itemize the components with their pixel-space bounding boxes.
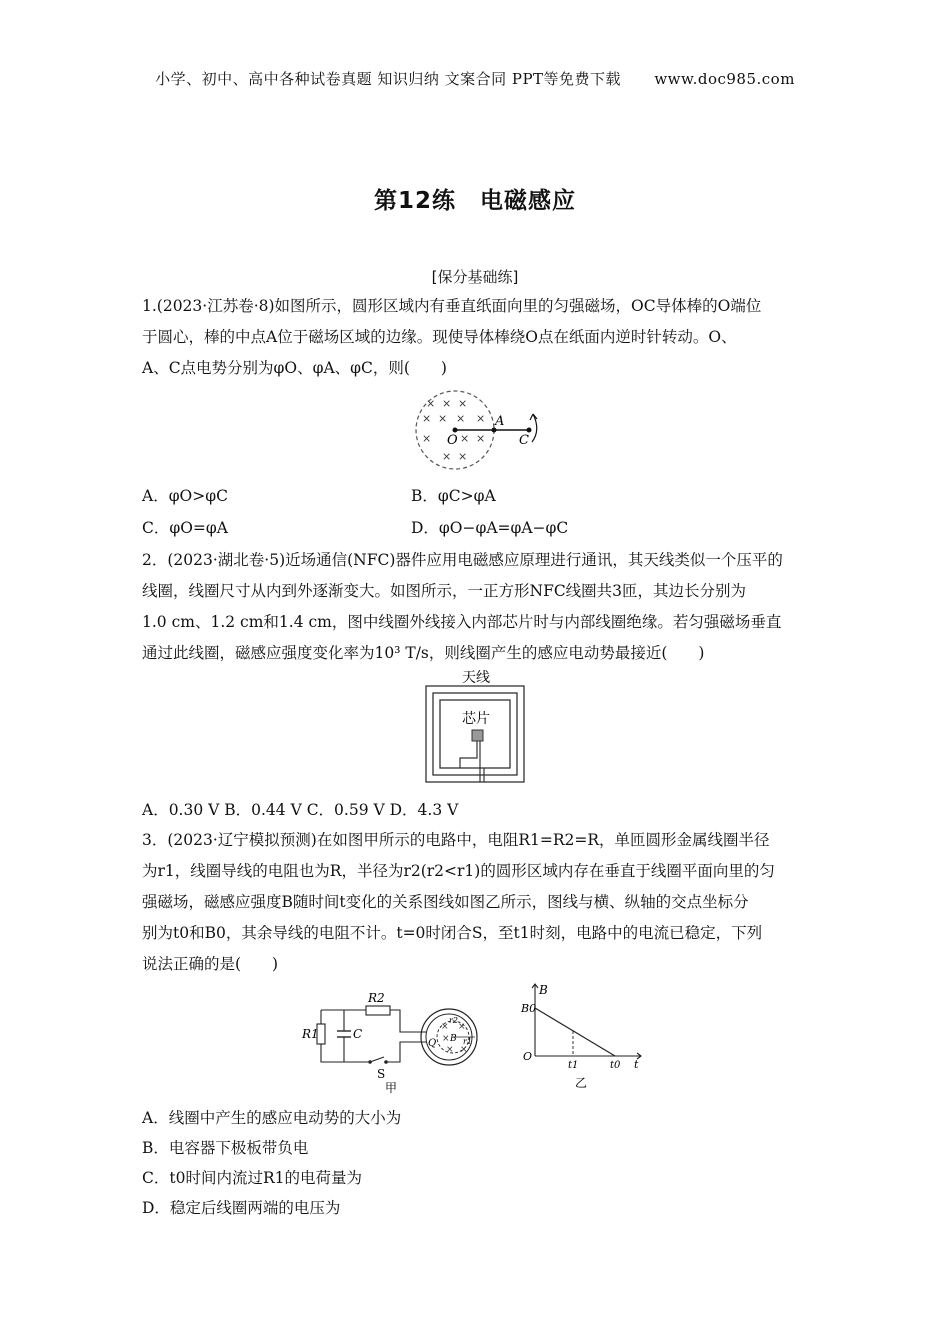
page-title: 第12练 电磁感应 xyxy=(373,188,576,214)
q3-figure-bt-graph xyxy=(517,976,647,1092)
cross-icon: × xyxy=(476,432,486,445)
label-a: A xyxy=(495,414,505,429)
cross-icon: × xyxy=(446,1045,454,1055)
cross-icon: × xyxy=(426,397,436,410)
label-r2-radius: r2 xyxy=(449,1016,458,1025)
q3-figure-circuit xyxy=(298,986,498,1094)
cross-icon: × xyxy=(438,412,448,425)
q1-option-a[interactable]: A．φO>φC xyxy=(142,487,228,505)
label-yi: 乙 xyxy=(575,1076,588,1090)
label-origin: O xyxy=(523,1050,533,1063)
cross-icon: × xyxy=(442,1034,450,1044)
q3-option-c[interactable]: C．t0时间内流过R1的电荷量为 xyxy=(142,1169,362,1187)
cross-icon: × xyxy=(441,1022,449,1032)
q2-figure-nfc-coil xyxy=(420,668,530,788)
cross-icon: × xyxy=(460,432,470,445)
label-s: S xyxy=(377,1067,386,1081)
section-heading: [保分基础练] xyxy=(431,268,519,286)
q3-option-b[interactable]: B．电容器下极板带负电 xyxy=(142,1139,309,1157)
label-r1-radius: r1 xyxy=(463,1037,472,1046)
label-r2: R2 xyxy=(368,991,385,1005)
cross-icon: × xyxy=(422,412,432,425)
cross-icon: × xyxy=(460,1045,468,1055)
switch-s xyxy=(370,1057,384,1062)
cross-icon: × xyxy=(442,450,452,463)
q3-line: 强磁场，磁感应强度B随时间t变化的关系图线如图乙所示，图线与横、纵轴的交点坐标分 xyxy=(142,893,749,911)
label-r1: R1 xyxy=(302,1027,319,1041)
cross-icon: × xyxy=(458,397,468,410)
q2-options[interactable]: A．0.30 V B．0.44 V C．0.59 V D．4.3 V xyxy=(142,801,459,819)
q1-option-c[interactable]: C．φO=φA xyxy=(142,519,228,537)
cross-icon: × xyxy=(458,1022,466,1032)
q2-line: 线圈，线圈尺寸从内到外逐渐变大。如图所示，一正方形NFC线圈共3匝，其边长分别为 xyxy=(142,582,747,600)
label-t: t xyxy=(634,1058,639,1071)
label-c: C xyxy=(519,433,529,448)
wire-top xyxy=(321,1010,426,1032)
resistor-r2 xyxy=(366,1006,390,1015)
point-o xyxy=(453,428,458,433)
antenna-label: 天线 xyxy=(462,670,490,686)
q2-line: 通过此线圈，磁感应强度变化率为10³ T/s，则线圈产生的感应电动势最接近( ) xyxy=(142,644,705,662)
cross-icon: × xyxy=(458,450,468,463)
q1-option-b[interactable]: B．φC>φA xyxy=(411,487,496,505)
question-2-text xyxy=(142,545,810,669)
label-c: C xyxy=(353,1027,363,1041)
q2-line: 1.0 cm、1.2 cm和1.4 cm，图中线圈外线接入内部芯片时与内部线圈绝缘。若匀强磁场垂直 xyxy=(142,613,782,631)
q1-line: 1.(2023·江苏卷·8)如图所示，圆形区域内有垂直纸面向里的匀强磁场，OC导体棒的O端位 xyxy=(142,297,762,315)
q1-figure-magnetic-field xyxy=(405,384,555,476)
arrowhead-icon xyxy=(530,414,537,420)
label-t1: t1 xyxy=(568,1060,579,1071)
chip xyxy=(472,730,483,741)
q3-line: 为r1，线圈导线的电阻也为R，半径为r2(r2<r1)的圆形区域内存在垂直于线圈平面向里的匀 xyxy=(142,862,775,880)
q1-option-d[interactable]: D．φO−φA=φA−φC xyxy=(411,519,569,537)
bt-line xyxy=(535,1008,615,1056)
q3-line: 3．(2023·辽宁模拟预测)在如图甲所示的电路中，电阻R1=R2=R，单匝圆形金属线圈半径 xyxy=(142,831,770,849)
q3-option-a[interactable]: A．线圈中产生的感应电动势的大小为 xyxy=(142,1109,402,1127)
wire-bottom xyxy=(386,1042,426,1062)
label-q: Q xyxy=(428,1038,437,1049)
q1-line: 于圆心，棒的中点A位于磁场区域的边缘。现使导体棒绕O点在纸面内逆时针转动。O、 xyxy=(142,328,737,346)
cross-icon: × xyxy=(442,397,452,410)
question-1-text xyxy=(142,291,810,384)
q2-line: 2．(2023·湖北卷·5)近场通信(NFC)器件应用电磁感应原理进行通讯，其天线类似一个压平的 xyxy=(142,551,783,569)
label-o: O xyxy=(447,433,458,448)
cross-icon: × xyxy=(422,432,432,445)
label-b-axis: B xyxy=(539,983,548,997)
label-b: B xyxy=(450,1034,457,1044)
cross-icon: × xyxy=(476,412,486,425)
label-b0: B0 xyxy=(521,1002,537,1015)
q1-line: A、C点电势分别为φO、φA、φC，则( ) xyxy=(142,359,447,377)
q3-option-d[interactable]: D．稳定后线圈两端的电压为 xyxy=(142,1199,341,1217)
q3-line: 说法正确的是( ) xyxy=(142,955,279,973)
point-c xyxy=(527,428,532,433)
label-t0: t0 xyxy=(610,1060,621,1071)
header-text: 小学、初中、高中各种试卷真题 知识归纳 文案合同 PPT等免费下载 xyxy=(155,70,622,88)
chip-label: 芯片 xyxy=(462,711,490,727)
page-header xyxy=(0,68,950,89)
header-site[interactable]: www.doc985.com xyxy=(654,70,795,88)
question-3-text xyxy=(142,825,810,980)
q3-line: 别为t0和B0，其余导线的电阻不计。t=0时闭合S，至t1时刻，电路中的电流已稳定，下列 xyxy=(142,924,763,942)
chip-lead xyxy=(460,741,477,768)
cross-icon: × xyxy=(456,412,466,425)
label-jia: 甲 xyxy=(385,1081,398,1094)
